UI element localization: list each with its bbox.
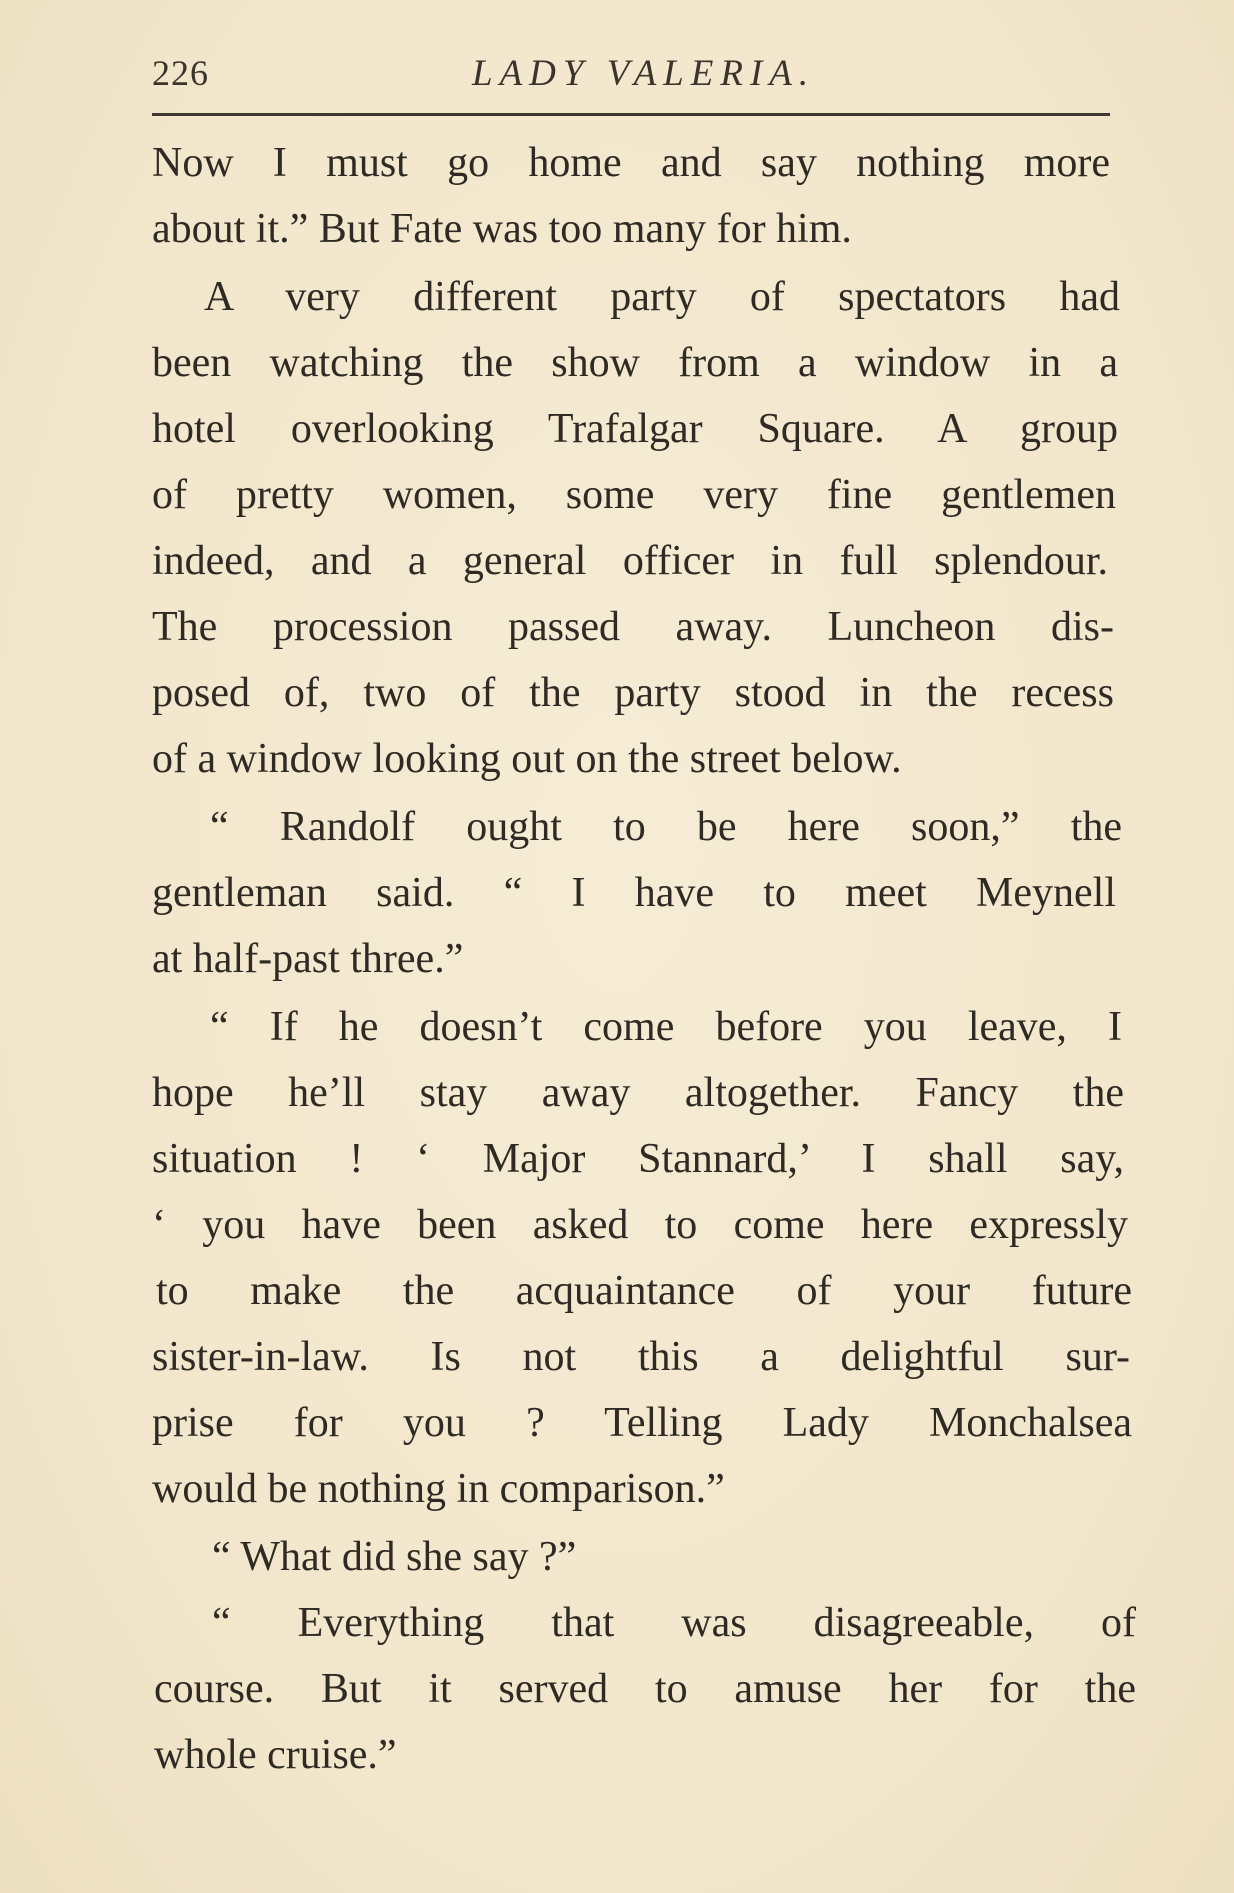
- page-header: [152, 52, 1110, 102]
- text-line: A very different party of spectators had: [204, 274, 1120, 320]
- text-line: hope he’ll stay away altogether. Fancy the: [152, 1070, 1124, 1116]
- text-line: “ If he doesn’t come before you leave, I: [210, 1004, 1122, 1050]
- text-line: of pretty women, some very fine gentlemen: [152, 472, 1116, 518]
- text-line: “ Everything that was disagreeable, of: [212, 1600, 1136, 1646]
- text-line: of a window looking out on the street below.: [152, 736, 902, 782]
- text-line: situation ! ‘ Major Stannard,’ I shall say,: [152, 1136, 1124, 1182]
- text-line: would be nothing in comparison.”: [152, 1466, 725, 1512]
- text-line: to make the acquaintance of your future: [156, 1268, 1132, 1314]
- text-line: at half-past three.”: [152, 936, 464, 982]
- text-line: posed of, two of the party stood in the recess: [152, 670, 1114, 716]
- text-line: “ Randolf ought to be here soon,” the: [210, 804, 1122, 850]
- text-line: indeed, and a general officer in full splendour.: [152, 538, 1108, 584]
- text-line: been watching the show from a window in a: [152, 340, 1118, 386]
- text-line: The procession passed away. Luncheon dis-: [152, 604, 1114, 650]
- text-line: Now I must go home and say nothing more: [152, 140, 1110, 186]
- page-number: 226: [152, 53, 209, 93]
- text-line: sister-in-law. Is not this a delightful sur-: [152, 1334, 1130, 1380]
- text-line: hotel overlooking Trafalgar Square. A group: [152, 406, 1118, 452]
- text-line: about it.” But Fate was too many for him.: [152, 206, 852, 252]
- text-line: prise for you ? Telling Lady Monchalsea: [152, 1400, 1132, 1446]
- text-line: ‘ you have been asked to come here expressly: [152, 1202, 1128, 1248]
- text-line: gentleman said. “ I have to meet Meynell: [152, 870, 1116, 916]
- running-title: LADY VALERIA.: [472, 53, 816, 94]
- text-line: “ What did she say ?”: [212, 1534, 577, 1580]
- text-line: whole cruise.”: [154, 1732, 397, 1778]
- text-line: course. But it served to amuse her for the: [154, 1666, 1136, 1712]
- header-rule: [152, 113, 1110, 116]
